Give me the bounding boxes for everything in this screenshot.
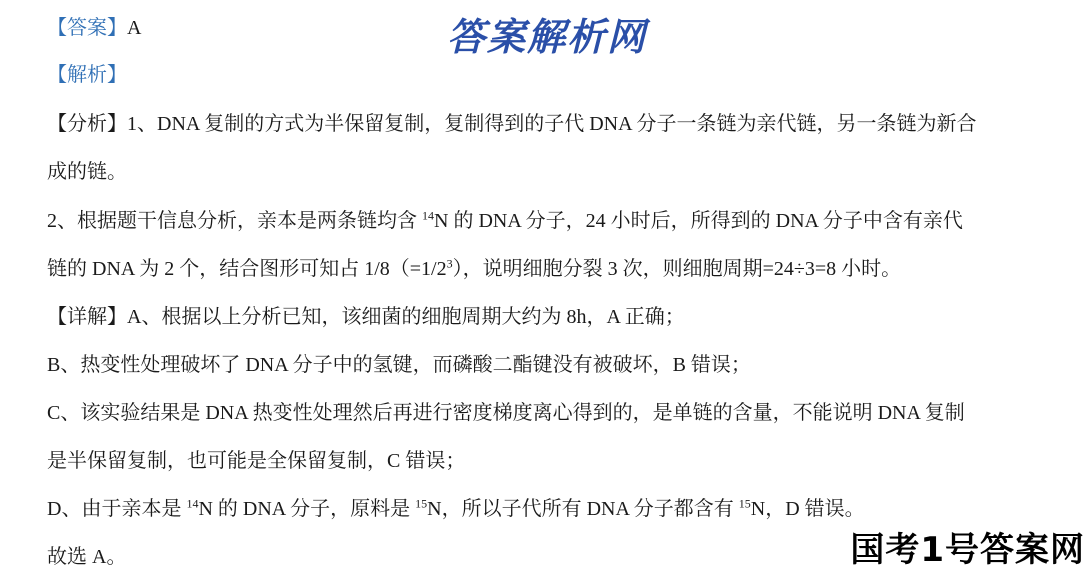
- answer-label: 【答案】: [47, 17, 127, 39]
- superscript: 14: [186, 496, 199, 511]
- text-segment: D、由于亲本是: [47, 498, 187, 520]
- watermark-top: 答案解析网: [447, 14, 648, 59]
- paragraph-line-5: 【详解】A、根据以上分析已知，该细菌的细胞周期大约为 8h，A 正确；: [47, 306, 685, 328]
- superscript: 15: [415, 496, 428, 511]
- text-segment: N 的 DNA 分子，原料是: [198, 498, 416, 520]
- paragraph-line-1: 【分析】1、DNA 复制的方式为半保留复制，复制得到的子代 DNA 分子一条链为亲代链，另一条链为新合: [47, 113, 977, 135]
- paragraph-line-10: 故选 A。: [47, 546, 127, 568]
- watermark-bottom: 国考1号答案网: [850, 530, 1085, 570]
- text-segment: 2、根据题干信息分析，亲本是两条链均含: [47, 210, 422, 232]
- answer-value: A: [127, 17, 142, 39]
- text-segment: N，D 错误。: [750, 498, 865, 520]
- paragraph-line-6: B、热变性处理破坏了 DNA 分子中的氢键，而磷酸二酯键没有被破坏，B 错误；: [47, 354, 751, 376]
- paragraph-line-3: [47, 207, 963, 235]
- paragraph-line-2: 成的链。: [47, 161, 127, 183]
- text-segment: ），说明细胞分裂 3 次，则细胞周期=24÷3=8 小时。: [452, 258, 902, 280]
- text-segment: N，所以子代所有 DNA 分子都含有: [427, 498, 739, 520]
- superscript: 14: [422, 208, 434, 223]
- superscript: 15: [738, 496, 751, 511]
- text-segment: 链的 DNA 为 2 个，结合图形可知占 1/8（=1/2: [47, 258, 447, 280]
- answer-line: [47, 14, 141, 42]
- paragraph-line-7: C、该实验结果是 DNA 热变性处理然后再进行密度梯度离心得到的，是单链的含量，不能说明 DNA 复制: [47, 402, 965, 424]
- paragraph-line-4: [47, 255, 901, 283]
- text-segment: N 的 DNA 分子，24 小时后，所得到的 DNA 分子中含有亲代: [434, 210, 963, 232]
- paragraph-line-8: 是半保留复制，也可能是全保留复制，C 错误；: [47, 450, 466, 472]
- superscript: 3: [446, 256, 453, 271]
- paragraph-line-9: [47, 495, 865, 523]
- analysis-header: 【解析】: [47, 64, 127, 86]
